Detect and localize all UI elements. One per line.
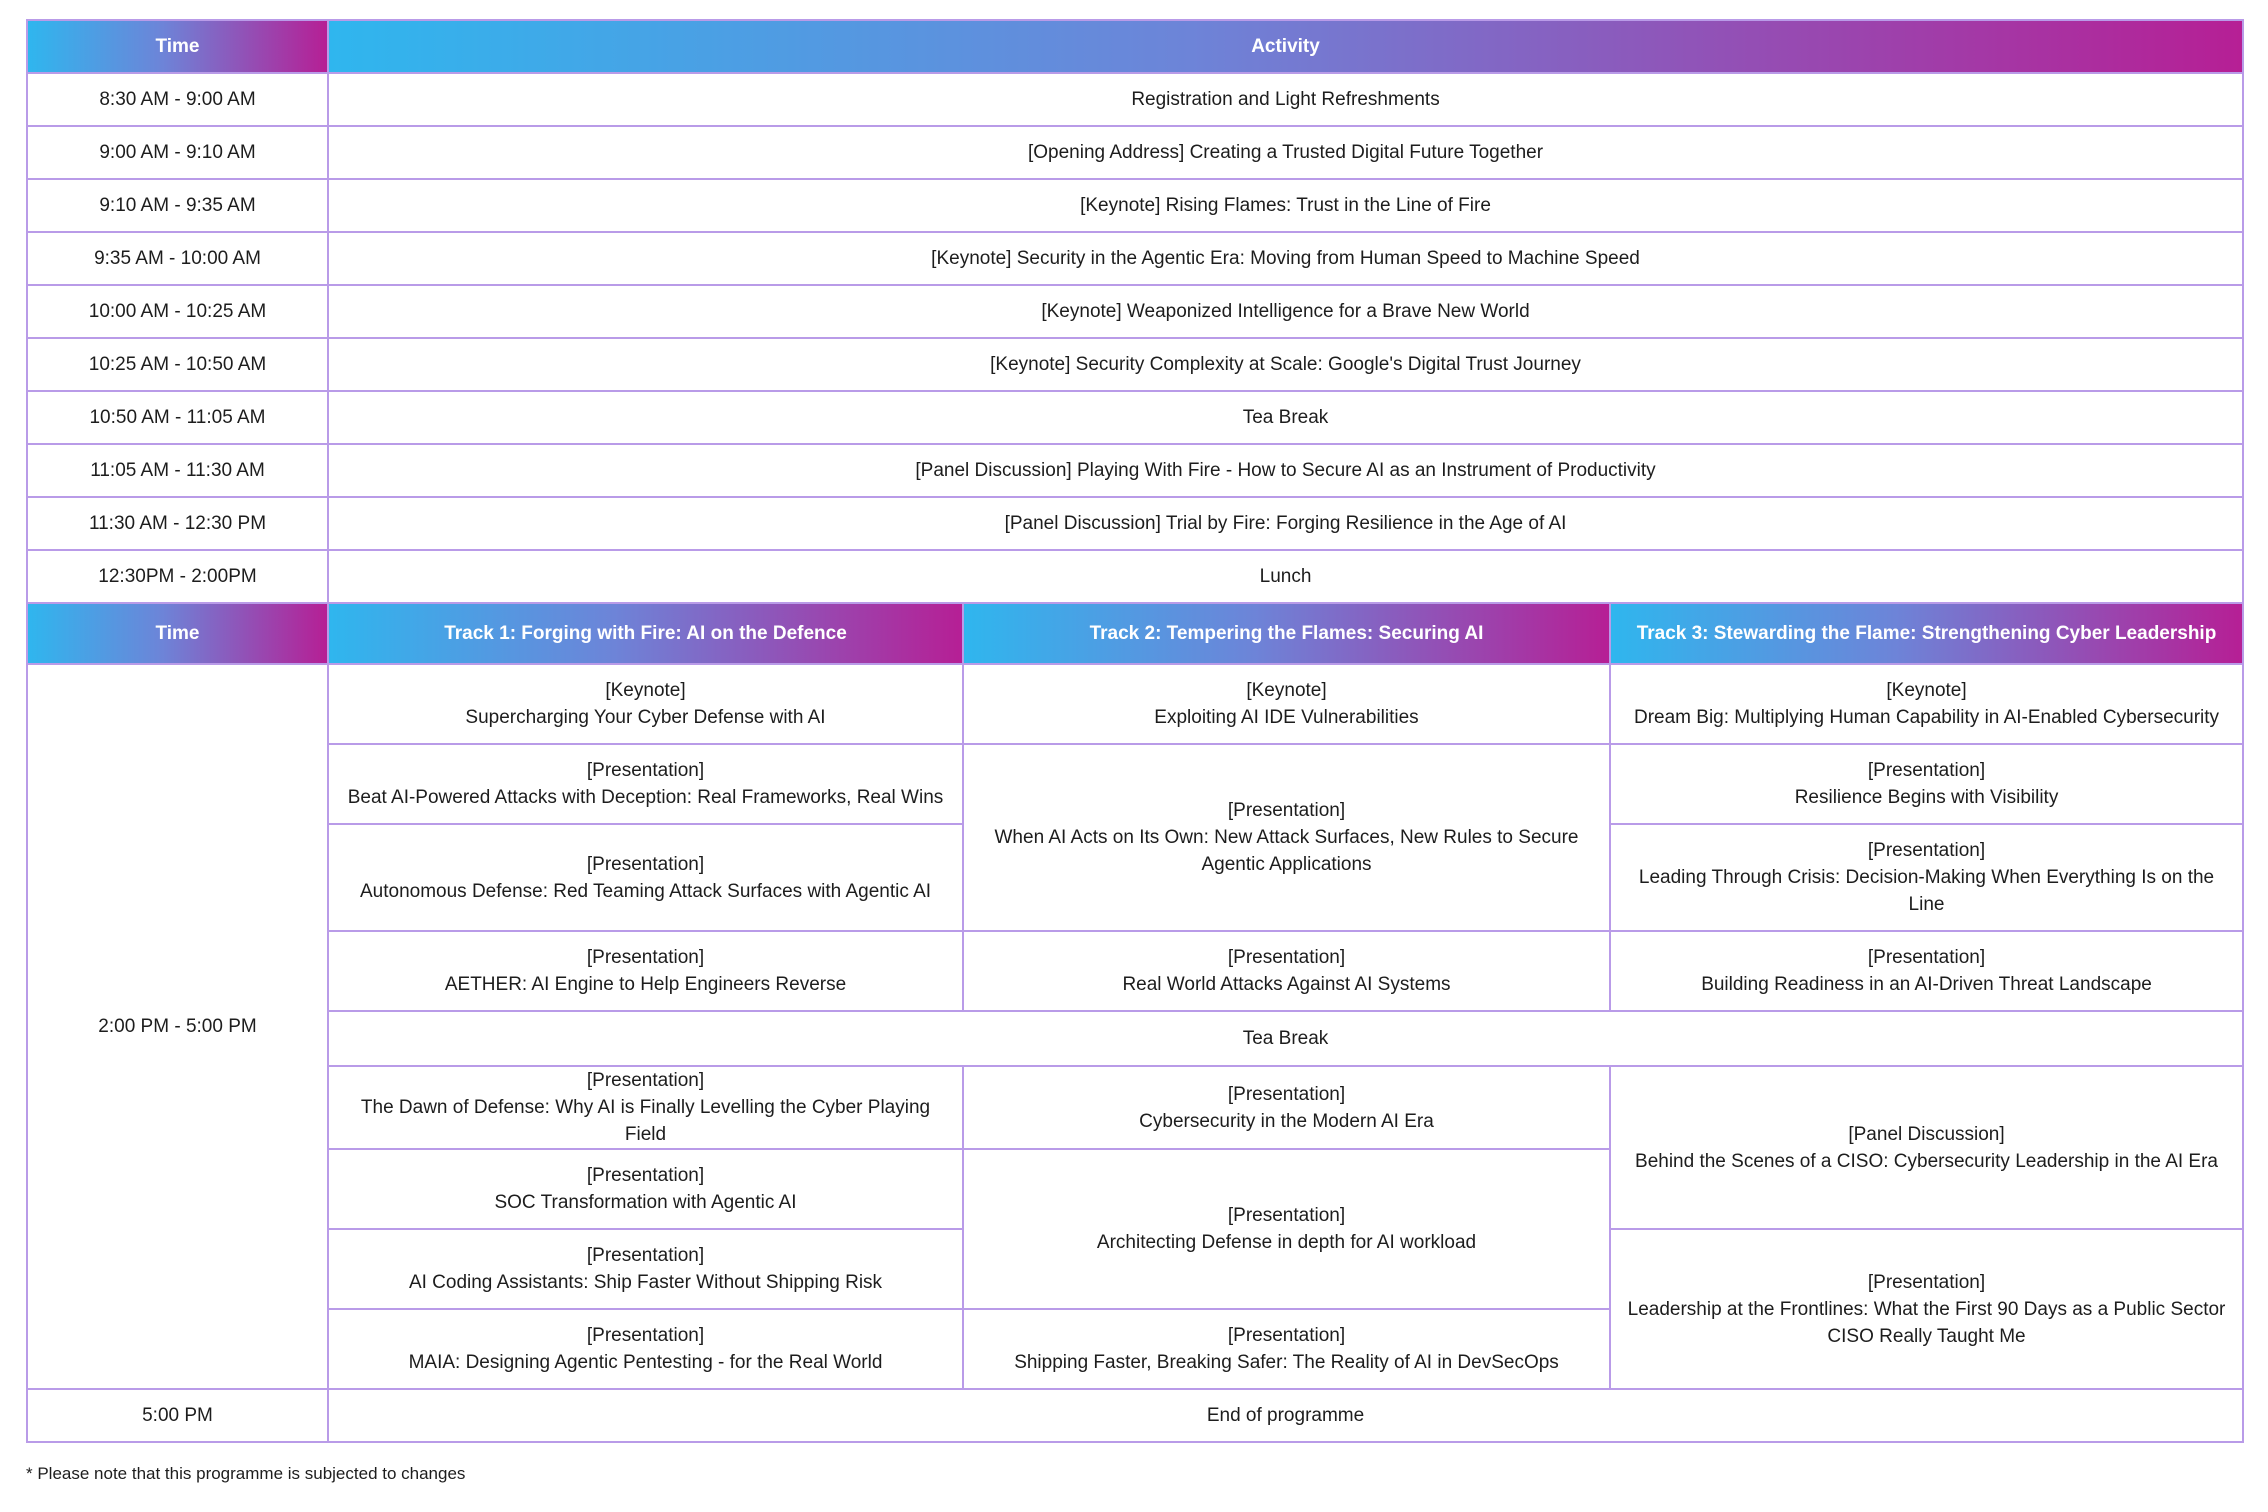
schedule-row	[27, 497, 2243, 550]
activity-cell: [Panel Discussion] Trial by Fire: Forging Resilience in the Age of AI	[328, 497, 2243, 550]
track1-session: [Presentation] Beat AI-Powered Attacks with Deception: Real Frameworks, Real Wins	[328, 744, 963, 824]
track1-header: Track 1: Forging with Fire: AI on the Defence	[328, 603, 963, 664]
track2-header: Track 2: Tempering the Flames: Securing AI	[963, 603, 1610, 664]
schedule-row	[27, 126, 2243, 179]
time-cell: 10:00 AM - 10:25 AM	[27, 285, 328, 338]
activity-header-row	[27, 20, 2243, 73]
activity-cell: [Keynote] Security Complexity at Scale: Google's Digital Trust Journey	[328, 338, 2243, 391]
time-cell: 11:30 AM - 12:30 PM	[27, 497, 328, 550]
track3-session: [Presentation] Leadership at the Frontlines: What the First 90 Days as a Public Sector CISO Really Taught Me	[1610, 1229, 2243, 1389]
schedule-row	[27, 550, 2243, 603]
track-row	[27, 664, 2243, 744]
time-cell: 8:30 AM - 9:00 AM	[27, 73, 328, 126]
activity-cell: [Opening Address] Creating a Trusted Digital Future Together	[328, 126, 2243, 179]
schedule-row	[27, 338, 2243, 391]
time-cell: 9:10 AM - 9:35 AM	[27, 179, 328, 232]
track-row	[27, 931, 2243, 1011]
track1-session: [Presentation] AI Coding Assistants: Ship Faster Without Shipping Risk	[328, 1229, 963, 1309]
track-row	[27, 1066, 2243, 1149]
time-header: Time	[27, 20, 328, 73]
track1-session: [Presentation] The Dawn of Defense: Why AI is Finally Levelling the Cyber Playing Field	[328, 1066, 963, 1149]
activity-cell: End of programme	[328, 1389, 2243, 1442]
track1-session: [Presentation] AETHER: AI Engine to Help Engineers Reverse	[328, 931, 963, 1011]
time-cell: 11:05 AM - 11:30 AM	[27, 444, 328, 497]
track1-session: [Presentation] Autonomous Defense: Red Teaming Attack Surfaces with Agentic AI	[328, 824, 963, 931]
track3-session: [Presentation] Leading Through Crisis: Decision-Making When Everything Is on the Line	[1610, 824, 2243, 931]
tracks-header-row	[27, 603, 2243, 664]
track1-session: [Presentation] SOC Transformation with Agentic AI	[328, 1149, 963, 1229]
track2-session: [Presentation] Real World Attacks Against AI Systems	[963, 931, 1610, 1011]
tea-break-row	[27, 1011, 2243, 1066]
schedule-row	[27, 391, 2243, 444]
time-cell: 10:25 AM - 10:50 AM	[27, 338, 328, 391]
track1-session: [Presentation] MAIA: Designing Agentic Pentesting - for the Real World	[328, 1309, 963, 1389]
time-cell: 9:35 AM - 10:00 AM	[27, 232, 328, 285]
closing-row	[27, 1389, 2243, 1442]
agenda-table	[26, 19, 2244, 1443]
activity-cell: [Keynote] Security in the Agentic Era: Moving from Human Speed to Machine Speed	[328, 232, 2243, 285]
track3-session: [Presentation] Building Readiness in an AI-Driven Threat Landscape	[1610, 931, 2243, 1011]
activity-cell: Lunch	[328, 550, 2243, 603]
track1-session: [Keynote] Supercharging Your Cyber Defense with AI	[328, 664, 963, 744]
track3-session: [Presentation] Resilience Begins with Visibility	[1610, 744, 2243, 824]
activity-cell: Registration and Light Refreshments	[328, 73, 2243, 126]
schedule-row	[27, 232, 2243, 285]
schedule-row	[27, 179, 2243, 232]
track3-header: Track 3: Stewarding the Flame: Strengthening Cyber Leadership	[1610, 603, 2243, 664]
time-cell: 5:00 PM	[27, 1389, 328, 1442]
track3-session: [Panel Discussion] Behind the Scenes of a CISO: Cybersecurity Leadership in the AI Era	[1610, 1066, 2243, 1229]
track2-session: [Presentation] When AI Acts on Its Own: New Attack Surfaces, New Rules to Secure Agentic Applications	[963, 744, 1610, 931]
track3-session: [Keynote] Dream Big: Multiplying Human Capability in AI-Enabled Cybersecurity	[1610, 664, 2243, 744]
footnote: * Please note that this programme is subjected to changes	[26, 1464, 466, 1483]
tea-break-cell: Tea Break	[328, 1011, 2243, 1066]
track-row	[27, 744, 2243, 824]
time-header: Time	[27, 603, 328, 664]
activity-cell: [Panel Discussion] Playing With Fire - How to Secure AI as an Instrument of Productivity	[328, 444, 2243, 497]
afternoon-time-cell: 2:00 PM - 5:00 PM	[27, 664, 328, 1389]
schedule-row	[27, 444, 2243, 497]
activity-header: Activity	[328, 20, 2243, 73]
track2-session: [Presentation] Architecting Defense in depth for AI workload	[963, 1149, 1610, 1309]
activity-cell: [Keynote] Rising Flames: Trust in the Line of Fire	[328, 179, 2243, 232]
track2-session: [Keynote] Exploiting AI IDE Vulnerabilities	[963, 664, 1610, 744]
time-cell: 10:50 AM - 11:05 AM	[27, 391, 328, 444]
time-cell: 12:30PM - 2:00PM	[27, 550, 328, 603]
schedule-row	[27, 73, 2243, 126]
activity-cell: [Keynote] Weaponized Intelligence for a Brave New World	[328, 285, 2243, 338]
activity-cell: Tea Break	[328, 391, 2243, 444]
schedule-row	[27, 285, 2243, 338]
track2-session: [Presentation] Shipping Faster, Breaking Safer: The Reality of AI in DevSecOps	[963, 1309, 1610, 1389]
time-cell: 9:00 AM - 9:10 AM	[27, 126, 328, 179]
track2-session: [Presentation] Cybersecurity in the Modern AI Era	[963, 1066, 1610, 1149]
